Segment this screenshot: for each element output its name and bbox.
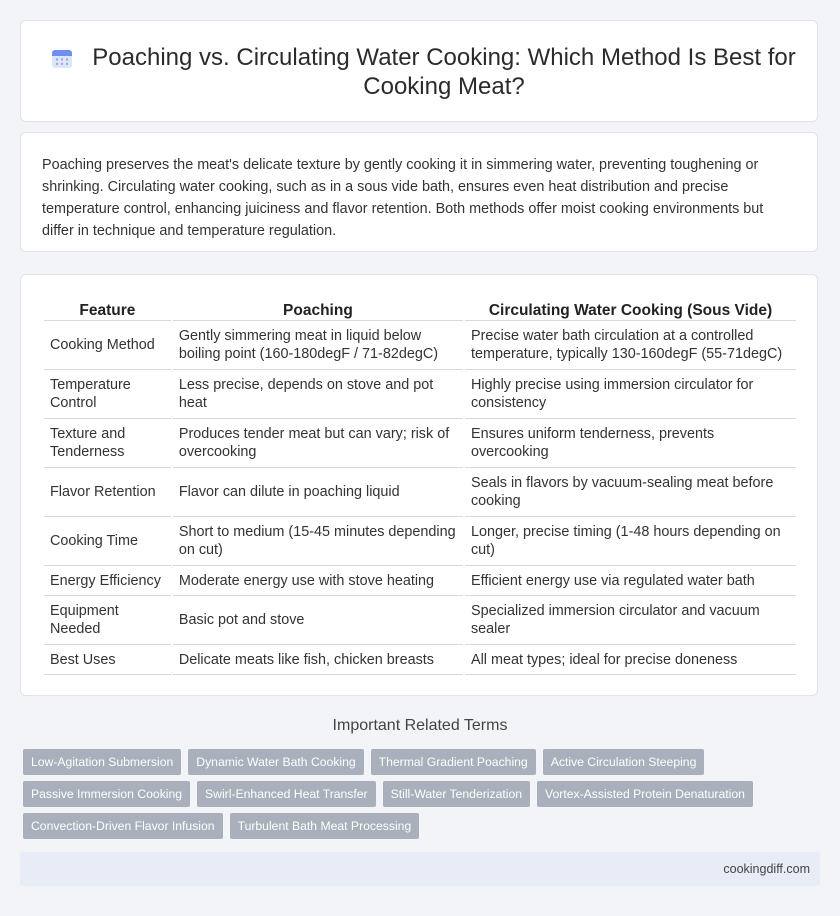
related-term-tag[interactable]: Vortex-Assisted Protein Denaturation (537, 781, 753, 807)
table-row (44, 517, 796, 566)
table-row (44, 419, 796, 468)
table-cell: Gently simmering meat in liquid below boiling point (160-180degF / 71-82degC) (173, 321, 463, 370)
table-cell: Flavor Retention (44, 468, 171, 517)
table-row (44, 566, 796, 596)
table-cell: Produces tender meat but can vary; risk of overcooking (173, 419, 463, 468)
table-cell: Moderate energy use with stove heating (173, 566, 463, 596)
related-term-tag[interactable]: Turbulent Bath Meat Processing (230, 813, 420, 839)
table-cell: Cooking Time (44, 517, 171, 566)
table-cell: Short to medium (15-45 minutes depending on cut) (173, 517, 463, 566)
related-term-tag[interactable]: Still-Water Tenderization (383, 781, 530, 807)
table-row (44, 645, 796, 675)
related-term-tag[interactable]: Passive Immersion Cooking (23, 781, 190, 807)
related-term-tag[interactable]: Convection-Driven Flavor Infusion (23, 813, 223, 839)
related-term-tag[interactable]: Low-Agitation Submersion (23, 749, 181, 775)
table-row (44, 370, 796, 419)
table-cell: Temperature Control (44, 370, 171, 419)
table-cell: Less precise, depends on stove and pot heat (173, 370, 463, 419)
table-cell: Delicate meats like fish, chicken breasts (173, 645, 463, 675)
calendar-icon (51, 47, 73, 69)
table-row (44, 596, 796, 645)
table-header-feature: Feature (44, 294, 171, 321)
table-row (44, 321, 796, 370)
comparison-table-card (20, 274, 818, 696)
table-cell: Flavor can dilute in poaching liquid (173, 468, 463, 517)
table-cell: Basic pot and stove (173, 596, 463, 645)
footer (20, 852, 820, 886)
related-term-tag[interactable]: Active Circulation Steeping (543, 749, 705, 775)
table-cell: Best Uses (44, 645, 171, 675)
table-cell: Precise water bath circulation at a controlled temperature, typically 130-160degF (55-71degC) (465, 321, 796, 370)
table-cell: Cooking Method (44, 321, 171, 370)
table-cell: Energy Efficiency (44, 566, 171, 596)
table-row (44, 468, 796, 517)
related-terms-list (23, 749, 803, 845)
table-cell: Ensures uniform tenderness, prevents overcooking (465, 419, 796, 468)
table-cell: Efficient energy use via regulated water bath (465, 566, 796, 596)
tag-row (23, 749, 803, 775)
tag-row (23, 813, 803, 839)
table-header-sous-vide: Circulating Water Cooking (Sous Vide) (465, 294, 796, 321)
footer-site-link[interactable]: cookingdiff.com (723, 862, 810, 876)
related-term-tag[interactable]: Thermal Gradient Poaching (371, 749, 536, 775)
title-card (20, 20, 818, 122)
table-cell: Highly precise using immersion circulator for consistency (465, 370, 796, 419)
table-cell: All meat types; ideal for precise doneness (465, 645, 796, 675)
comparison-table (42, 294, 798, 675)
table-cell: Texture and Tenderness (44, 419, 171, 468)
table-cell: Specialized immersion circulator and vacuum sealer (465, 596, 796, 645)
intro-text: Poaching preserves the meat's delicate texture by gently cooking it in simmering water, preventing toughening or shrinking. Circulating water cooking, such as in a sous vide bath, ensures even heat distribution and precise temperature control, enhancing juiciness and flavor retention. Both methods offer moist cooking environments but differ in technique and temperature regulation. (42, 157, 764, 239)
tag-row (23, 781, 803, 807)
table-cell: Seals in flavors by vacuum-sealing meat before cooking (465, 468, 796, 517)
table-cell: Longer, precise timing (1-48 hours depending on cut) (465, 517, 796, 566)
table-cell: Equipment Needed (44, 596, 171, 645)
related-term-tag[interactable]: Swirl-Enhanced Heat Transfer (197, 781, 376, 807)
intro-card (20, 132, 818, 252)
page-title: Poaching vs. Circulating Water Cooking: Which Method Is Best for Cooking Meat? (92, 44, 796, 100)
related-term-tag[interactable]: Dynamic Water Bath Cooking (188, 749, 363, 775)
table-header-poaching: Poaching (173, 294, 463, 321)
related-terms-title: Important Related Terms (332, 717, 508, 734)
